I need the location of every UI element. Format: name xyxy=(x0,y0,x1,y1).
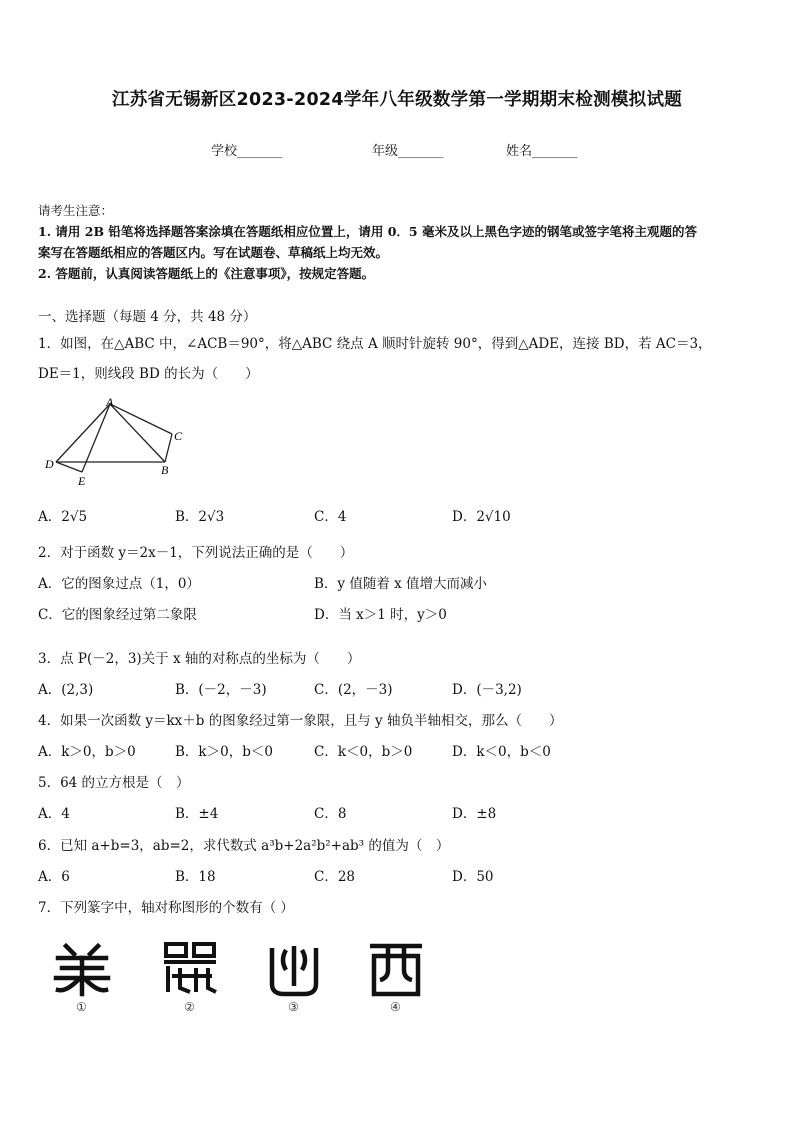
seal-label-4: ④ xyxy=(390,1000,401,1014)
q2-option-c[interactable]: C．它的图象经过第二象限 xyxy=(38,607,197,623)
q3-option-d[interactable]: D．(－3,2) xyxy=(452,682,522,698)
q5-option-a[interactable]: A．4 xyxy=(38,806,70,822)
seal-glyph-3 xyxy=(264,940,324,998)
label-b: B xyxy=(161,463,169,477)
seal-glyph-4 xyxy=(366,940,426,998)
q5-stem: 5．64 的立方根是（ ） xyxy=(38,775,190,791)
q4-option-b[interactable]: B．k＞0，b＜0 xyxy=(175,744,273,760)
q6-option-a[interactable]: A．6 xyxy=(38,869,70,885)
q6-option-c[interactable]: C．28 xyxy=(314,869,356,885)
section-heading: 一、选择题（每题 4 分，共 48 分） xyxy=(38,309,257,325)
q1-option-a[interactable]: A．2√5 xyxy=(38,509,88,525)
q1-option-c[interactable]: C．4 xyxy=(314,509,347,525)
seal-label-2: ② xyxy=(184,1000,195,1014)
q3-option-b[interactable]: B．(－2，－3) xyxy=(175,682,267,698)
q6-option-d[interactable]: D．50 xyxy=(452,869,494,885)
q6-option-b[interactable]: B．18 xyxy=(175,869,216,885)
q2-stem: 2．对于函数 y＝2x－1，下列说法正确的是（ ） xyxy=(38,545,354,561)
label-a: A xyxy=(106,395,114,409)
q6-stem: 6．已知 a+b=3，ab=2，求代数式 a³b+2a²b²+ab³ 的值为（ ） xyxy=(38,838,450,854)
name-field[interactable]: 姓名_______ xyxy=(506,144,578,159)
grade-field[interactable]: 年级_______ xyxy=(372,144,444,159)
seal-glyph-2 xyxy=(160,940,220,998)
label-e: E xyxy=(78,474,86,488)
q5-option-c[interactable]: C．8 xyxy=(314,806,347,822)
q3-stem: 3．点 P(－2，3)关于 x 轴的对称点的坐标为（ ） xyxy=(38,651,361,667)
notice-item-1b: 案写在答题纸相应的答题区内。写在试题卷、草稿纸上均无效。 xyxy=(38,245,389,260)
school-field[interactable]: 学校_______ xyxy=(211,144,283,159)
q1-option-d[interactable]: D．2√10 xyxy=(452,509,511,525)
q2-option-d[interactable]: D．当 x＞1 时，y＞0 xyxy=(314,607,447,623)
q3-option-a[interactable]: A．(2,3) xyxy=(38,682,94,698)
seal-glyph-1 xyxy=(52,940,112,998)
notice-item-1a: 1. 请用 2B 铅笔将选择题答案涂填在答题纸相应位置上，请用 0．5 毫米及以上黑色字迹的钢笔或签字笔将主观题的答 xyxy=(38,224,697,239)
q5-option-b[interactable]: B．±4 xyxy=(175,806,219,822)
q7-stem: 7．下列篆字中，轴对称图形的个数有（ ） xyxy=(38,900,294,916)
seal-label-3: ③ xyxy=(288,1000,299,1014)
q2-option-b[interactable]: B．y 值随着 x 值增大而减小 xyxy=(314,576,488,592)
q4-stem: 4．如果一次函数 y＝kx＋b 的图象经过第一象限，且与 y 轴负半轴相交，那么（ ） xyxy=(38,713,563,729)
q1-stem-line2: DE＝1，则线段 BD 的长为（ ） xyxy=(38,366,259,382)
q5-option-d[interactable]: D．±8 xyxy=(452,806,497,822)
seal-label-1: ① xyxy=(76,1000,87,1014)
notice-heading: 请考生注意： xyxy=(38,203,114,218)
notice-item-2: 2. 答题前，认真阅读答题纸上的《注意事项》，按规定答题。 xyxy=(38,266,375,281)
label-d: D xyxy=(45,457,54,471)
q1-stem-line1: 1．如图，在△ABC 中，∠ACB＝90°，将△ABC 绕点 A 顺时针旋转 90°，得到△ADE，连接 BD，若 AC＝3， xyxy=(38,336,712,352)
q4-option-c[interactable]: C．k＜0，b＞0 xyxy=(314,744,413,760)
label-c: C xyxy=(174,429,183,443)
q1-option-b[interactable]: B．2√3 xyxy=(175,509,225,525)
page-title: 江苏省无锡新区2023-2024学年八年级数学第一学期期末检测模拟试题 xyxy=(111,90,683,110)
q4-option-d[interactable]: D．k＜0，b＜0 xyxy=(452,744,551,760)
q2-option-a[interactable]: A．它的图象过点（1，0） xyxy=(38,576,200,592)
q1-triangle-figure xyxy=(40,394,200,490)
q4-option-a[interactable]: A．k＞0，b＞0 xyxy=(38,744,136,760)
q3-option-c[interactable]: C．(2，－3) xyxy=(314,682,393,698)
